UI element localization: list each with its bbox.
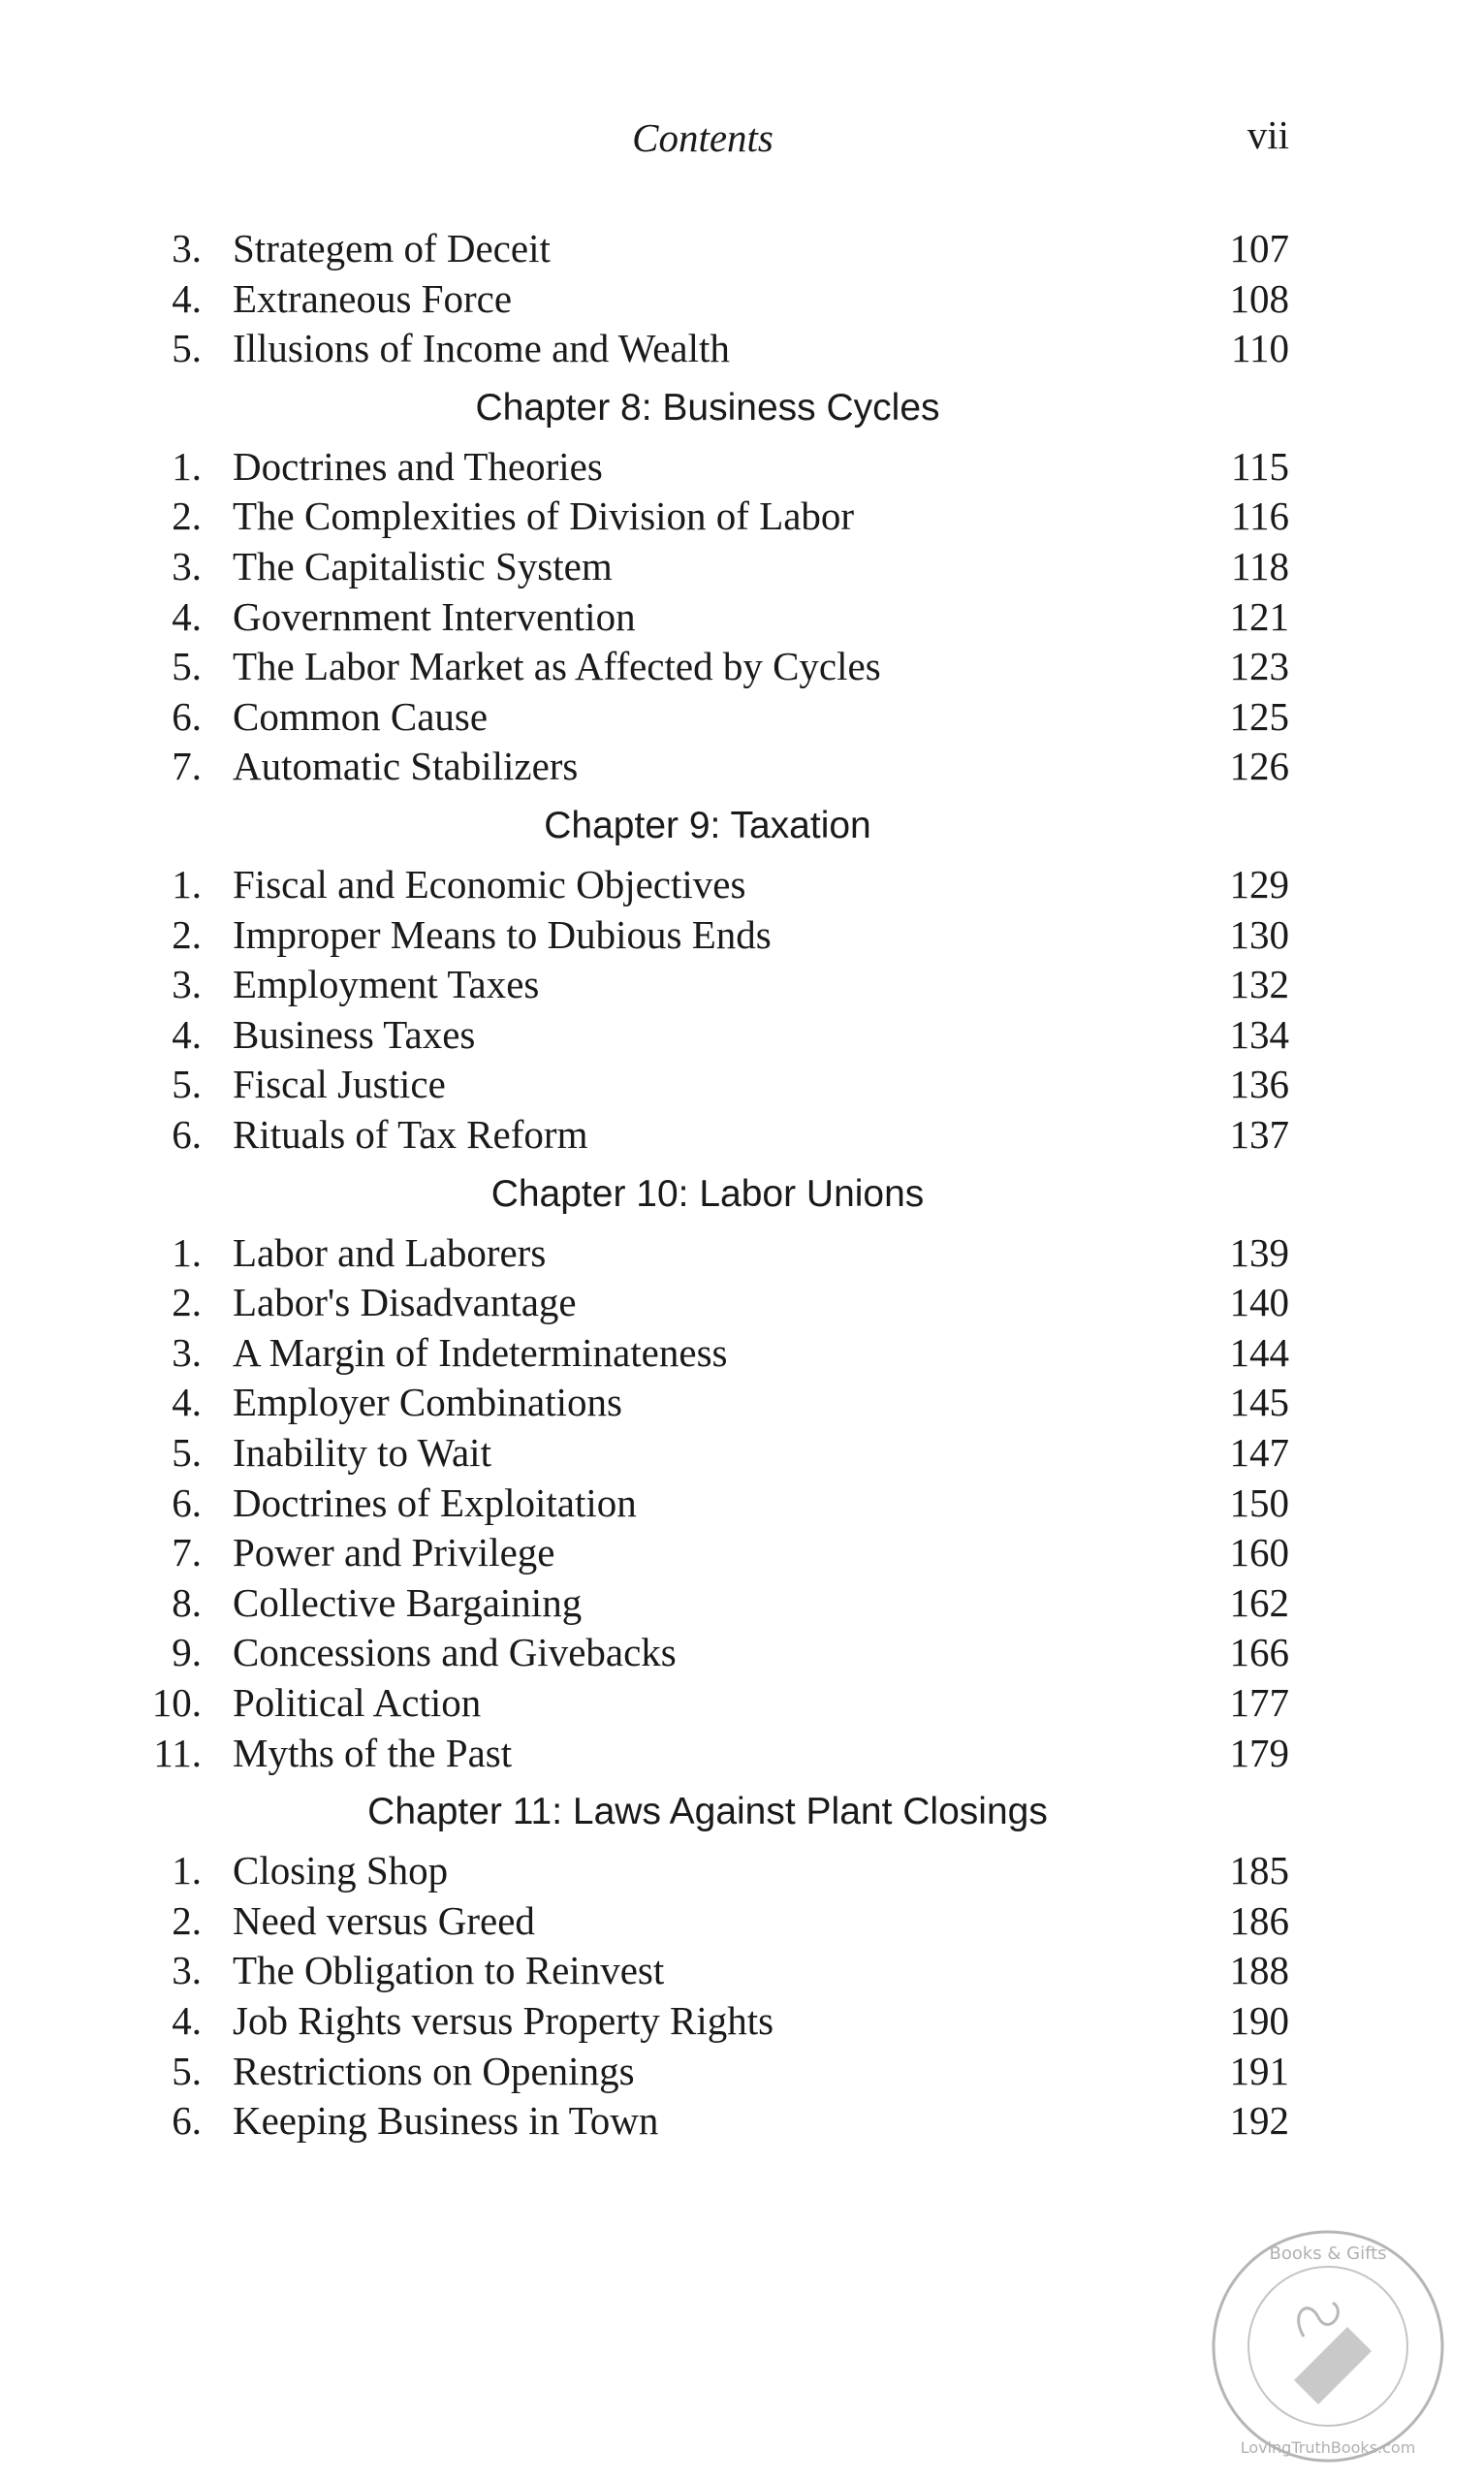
entry-number: 4. [172,1998,202,2043]
entry-number: 10. [151,1680,202,1725]
toc-entry[interactable] [0,1429,1484,1476]
entry-title: Labor and Laborers [233,1229,547,1275]
entry-title: Improper Means to Dubious Ends [233,911,772,957]
toc-entry[interactable] [0,2048,1484,2094]
entry-title: A Margin of Indeterminateness [233,1329,728,1375]
toc-entry[interactable] [0,325,1484,371]
entry-number: 3. [172,1329,202,1375]
entry-number: 2. [172,493,202,539]
entry-number: 6. [172,2098,202,2144]
entry-number: 5. [172,1430,202,1475]
entry-page: 166 [1229,1630,1289,1675]
entry-page: 186 [1229,1897,1289,1943]
entry-title: Concessions and Givebacks [233,1630,677,1675]
toc-entry[interactable] [0,693,1484,740]
toc-entry[interactable] [0,1947,1484,1993]
entry-number: 5. [172,326,202,371]
entry-page: 126 [1229,744,1289,789]
entry-number: 1. [172,443,202,489]
entry-number: 3. [172,544,202,589]
entry-number: 1. [172,862,202,907]
toc-entry[interactable] [0,1997,1484,2044]
entry-title: Restrictions on Openings [233,2048,635,2093]
toc-entry[interactable] [0,1379,1484,1425]
toc-entry[interactable] [0,961,1484,1007]
entry-title: Strategem of Deceit [233,226,551,270]
entry-title: Extraneous Force [233,275,513,321]
entry-page: 145 [1229,1380,1289,1425]
toc-entry[interactable] [0,1229,1484,1276]
entry-number: 3. [172,226,202,270]
entry-number: 5. [172,2048,202,2093]
entry-page: 136 [1229,1062,1289,1107]
toc-entry[interactable] [0,1679,1484,1726]
entry-title: Labor's Disadvantage [233,1280,577,1325]
entry-title: Common Cause [233,693,489,739]
entry-title: Political Action [233,1680,482,1725]
toc-entry[interactable] [0,1111,1484,1158]
entry-page: 192 [1229,2098,1289,2144]
entry-title: Doctrines of Exploitation [233,1480,637,1525]
entry-number: 6. [172,693,202,739]
entry-number: 7. [172,744,202,789]
page-number: vii [1247,112,1289,157]
toc-entry[interactable] [0,743,1484,789]
entry-page: 179 [1229,1730,1289,1775]
entry-title: Rituals of Tax Reform [233,1112,588,1157]
entry-page: 139 [1229,1229,1289,1275]
entry-page: 191 [1229,2048,1289,2093]
toc-entry[interactable] [0,225,1484,271]
entry-title: Doctrines and Theories [233,443,603,489]
entry-page: 188 [1229,1948,1289,1993]
entry-page: 140 [1229,1280,1289,1325]
toc-entry[interactable] [0,2097,1484,2144]
entry-page: 121 [1229,593,1289,639]
toc-entry[interactable] [0,1629,1484,1675]
entry-page: 190 [1229,1998,1289,2043]
page-title: Contents [632,115,774,160]
toc-entry[interactable] [0,593,1484,640]
watermark-seal [1202,2220,1454,2472]
entry-title: Employment Taxes [233,962,540,1007]
entry-page: 110 [1231,326,1289,371]
entry-title: Fiscal Justice [233,1062,446,1107]
entry-number: 4. [172,1011,202,1057]
entry-title: Keeping Business in Town [233,2098,659,2144]
entry-title: Government Intervention [233,593,636,639]
entry-page: 150 [1229,1480,1289,1525]
entry-title: Power and Privilege [233,1530,555,1575]
chapter-heading: Chapter 11: Laws Against Plant Closings [367,1791,1048,1833]
chapter-heading: Chapter 8: Business Cycles [475,386,940,429]
toc-entry[interactable] [0,443,1484,490]
toc-entry[interactable] [0,1897,1484,1944]
toc-entry[interactable] [0,1061,1484,1107]
toc-entry[interactable] [0,543,1484,589]
toc-entry[interactable] [0,1730,1484,1776]
entry-title: Employer Combinations [233,1380,622,1425]
entry-number: 2. [172,1897,202,1943]
entry-page: 160 [1229,1530,1289,1575]
entry-page: 147 [1229,1430,1289,1475]
toc-entry[interactable] [0,1529,1484,1575]
toc-entry[interactable] [0,1579,1484,1626]
entry-page: 162 [1229,1579,1289,1625]
entry-page: 118 [1231,544,1289,589]
chapter-heading: Chapter 10: Labor Unions [490,1172,925,1215]
entry-page: 108 [1229,275,1289,321]
entry-title: The Complexities of Division of Labor [233,493,855,539]
entry-number: 7. [172,1530,202,1575]
toc-entry[interactable] [0,643,1484,689]
entry-number: 5. [172,644,202,689]
entry-number: 4. [172,275,202,321]
entry-page: 125 [1229,693,1289,739]
watermark-text: Books & Gifts [1269,2243,1387,2264]
toc-entry[interactable] [0,275,1484,322]
entry-page: 137 [1229,1112,1289,1157]
entry-number: 2. [172,1280,202,1325]
entry-number: 11. [153,1730,202,1775]
toc-entry[interactable] [0,1011,1484,1058]
entry-number: 6. [172,1112,202,1157]
toc-entry[interactable] [0,493,1484,539]
toc-entry[interactable] [0,1329,1484,1376]
entry-title: Job Rights versus Property Rights [233,1998,774,2043]
entry-page: 144 [1229,1329,1289,1375]
entry-title: Closing Shop [233,1848,449,1893]
entry-page: 129 [1229,862,1289,907]
entry-page: 130 [1229,911,1289,957]
entry-page: 185 [1229,1848,1289,1893]
entry-page: 116 [1231,493,1289,539]
entry-title: Inability to Wait [233,1430,491,1475]
entry-title: Automatic Stabilizers [233,744,579,789]
entry-title: Myths of the Past [233,1730,513,1775]
entry-page: 107 [1229,226,1289,270]
entry-title: Need versus Greed [233,1897,535,1943]
entry-title: The Labor Market as Affected by Cycles [233,644,881,689]
toc-entry[interactable] [0,1279,1484,1325]
toc-entry[interactable] [0,911,1484,958]
entry-number: 3. [172,962,202,1007]
toc-entry[interactable] [0,1847,1484,1893]
entry-number: 6. [172,1480,202,1525]
entry-page: 177 [1229,1680,1289,1725]
entry-number: 4. [172,1380,202,1425]
toc-entry[interactable] [0,1480,1484,1526]
entry-number: 3. [172,1948,202,1993]
entry-title: Illusions of Income and Wealth [233,326,730,371]
entry-number: 1. [172,1848,202,1893]
entry-page: 134 [1229,1011,1289,1057]
toc-entry[interactable] [0,861,1484,907]
watermark-url: LovingTruthBooks.com [1240,2438,1416,2457]
entry-title: Business Taxes [233,1011,476,1057]
entry-number: 1. [172,1229,202,1275]
entry-number: 4. [172,593,202,639]
entry-page: 132 [1229,962,1289,1007]
entry-title: The Capitalistic System [233,544,613,589]
entry-page: 123 [1229,644,1289,689]
entry-page: 115 [1231,443,1289,489]
entry-number: 9. [172,1630,202,1675]
entry-number: 5. [172,1062,202,1107]
entry-number: 2. [172,911,202,957]
entry-title: Fiscal and Economic Objectives [233,862,746,907]
chapter-heading: Chapter 9: Taxation [544,805,871,846]
entry-title: The Obligation to Reinvest [233,1948,665,1993]
entry-title: Collective Bargaining [233,1579,583,1625]
entry-number: 8. [172,1579,202,1625]
